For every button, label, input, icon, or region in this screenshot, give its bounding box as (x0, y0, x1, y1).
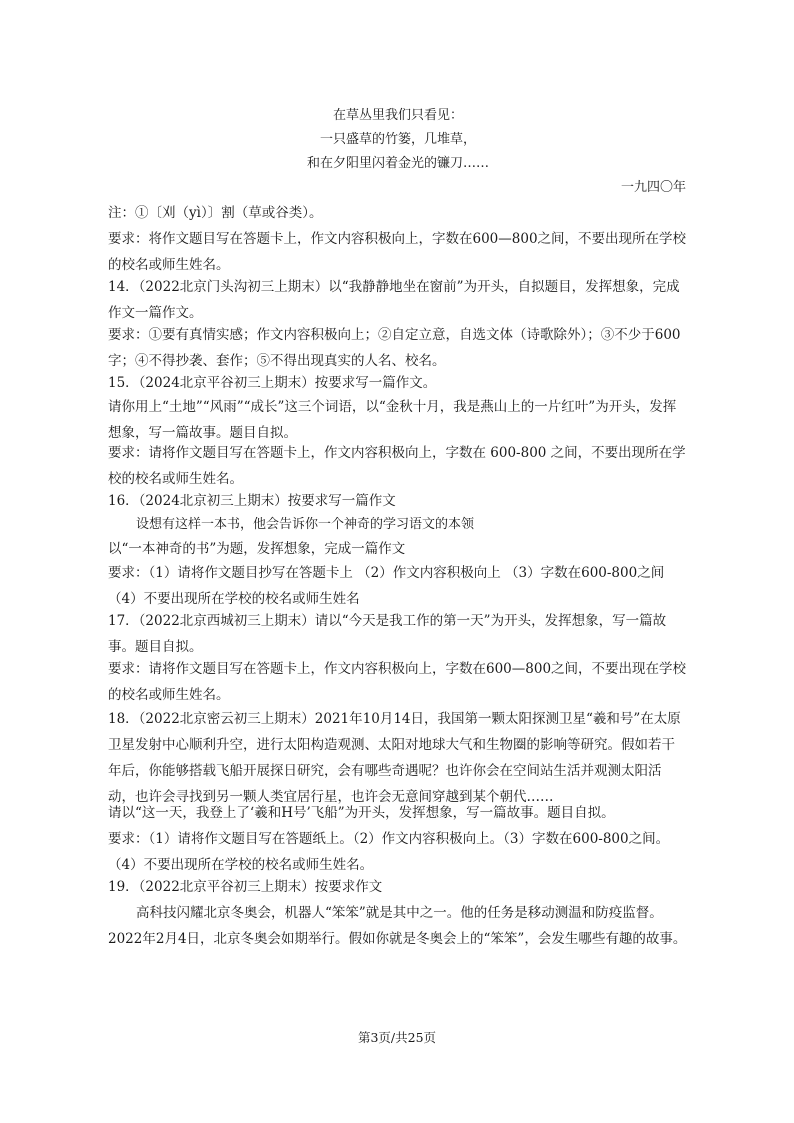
q19-body: 高科技闪耀北京冬奥会，机器人“笨笨”就是其中之一。他的任务是移动测温和防疫监督。2022年2月4日，北京冬奥会如期举行。假如你就是冬奥会上的“笨笨”，会发生哪些有趣的故事。 (108, 905, 687, 947)
q15-title: 15．（2024北京平谷初三上期末）按要求写一篇作文。 (108, 375, 437, 391)
q15-body: 请你用上“土地”“风雨”“成长”这三个词语，以“金秋十月，我是燕山上的一片红叶”为开头，发挥想象，写一篇故事。题目自拟。 (108, 399, 677, 441)
q18-requirements: 要求：（1）请将作文题目写在答题纸上。（2）作文内容积极向上。（3）字数在600-800之间。（4）不要出现所在学校的校名或师生姓名。 (108, 831, 670, 873)
q18-title: 18．（2022北京密云初三上期末）2021年10月14日，我国第一颗太阳探测卫星“羲和号”在太原卫星发射中心顺利升空，进行太阳构造观测、太阳对地球大气和生物圈的影响等研究。假如若干年后，你能够搭载飞船开展探日研究，会有哪些奇遇呢？也许你会在空间站生活并观测太阳活动，也许会寻找到另一颗人类宜居行星，也许会无意间穿越到某个朝代…… (108, 711, 681, 805)
q17-title: 17．（2022北京西城初三上期末）请以“今天是我工作的第一天”为开头，发挥想象，写一篇故事。题目自拟。 (108, 613, 667, 655)
footnote: 注：①〔刈（yì）〕割（草或谷类）。 (108, 205, 323, 221)
q17-requirements: 要求：请将作文题目写在答题卡上，作文内容积极向上，字数在600—800之间，不要出现在学校的校名或师生姓名。 (108, 661, 687, 703)
q16-requirements: 要求：（1）请将作文题目抄写在答题卡上 （2）作文内容积极向上 （3）字数在600-800之间 （4）不要出现所在学校的校名或师生姓名 (108, 565, 665, 607)
poem (108, 104, 688, 176)
q16-title: 16．（2024北京初三上期末）按要求写一篇作文 (108, 493, 396, 509)
page-number: 第3页/共25页 (357, 1030, 437, 1045)
q19-title: 19．（2022北京平谷初三上期末）按要求作文 (108, 879, 383, 895)
poem-line-2: 一只盛草的竹篓，几堆草， (319, 132, 476, 147)
poem-line-1: 在草丛里我们只看见： (332, 108, 463, 123)
poem-date: 一九四〇年 (620, 180, 686, 195)
q16-body: 以“一本神奇的书”为题，发挥想象，完成一篇作文 (108, 541, 406, 557)
q16-quote: 设想有这样一本书，他会告诉你一个神奇的学习语文的本领 (136, 517, 475, 532)
q15-requirements: 要求：请将作文题目写在答题卡上，作文内容积极向上，字数在 600-800 之间，不要出现所在学校的校名或师生姓名。 (108, 445, 686, 487)
q18-body: 请以“这一天，我登上了‘羲和H号’飞船”为开头，发挥想象，写一篇故事。题目自拟。 (108, 805, 615, 821)
q14-title: 14．（2022北京门头沟初三上期末）以“我静静地坐在窗前”为开头，自拟题目，发挥想象，完成作文一篇作文。 (108, 279, 680, 321)
q13-requirements: 要求：将作文题目写在答题卡上，作文内容积极向上，字数在600—800之间，不要出现所在学校的校名或师生姓名。 (108, 231, 687, 273)
poem-line-3: 和在夕阳里闪着金光的镰刀…… (306, 156, 489, 171)
q14-requirements: 要求：①要有真情实感；作文内容积极向上；②自定立意，自选文体（诗歌除外）；③不少于600字；④不得抄袭、套作；⑤不得出现真实的人名、校名。 (108, 327, 681, 369)
